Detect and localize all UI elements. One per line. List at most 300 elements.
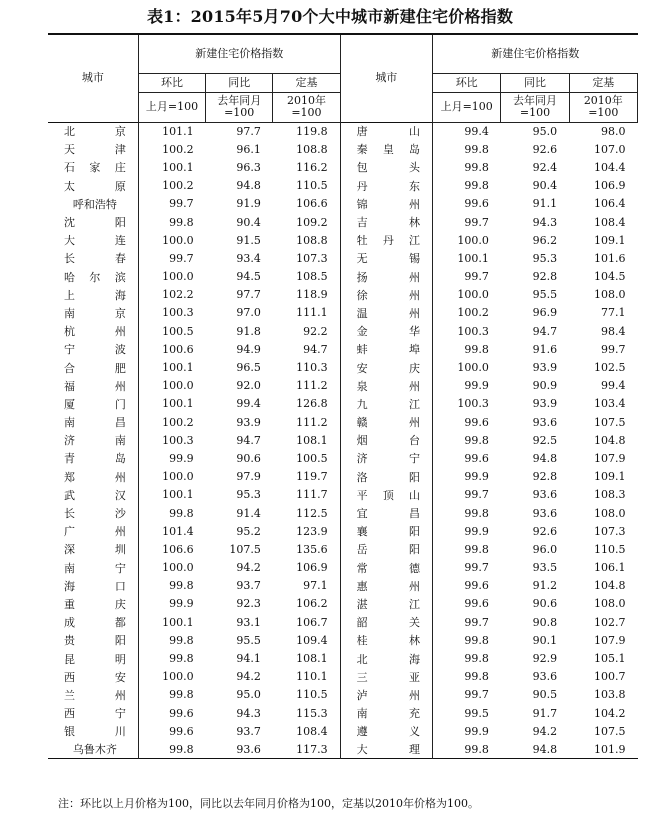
mom-value: 99.7 — [464, 488, 489, 502]
fixed-header: 定基 — [569, 73, 637, 92]
yoy-value: 93.4 — [236, 251, 261, 265]
city-name: 南京 — [48, 304, 138, 322]
yoy-value: 93.1 — [236, 615, 261, 629]
city-name: 平顶山 — [340, 486, 432, 504]
mom-value: 99.8 — [169, 633, 194, 647]
fixed-value: 108.8 — [296, 233, 328, 247]
fixed-value: 119.7 — [296, 470, 328, 484]
yoy-value: 91.5 — [236, 233, 261, 247]
mom-value: 100.2 — [457, 306, 489, 320]
mom-value: 99.7 — [169, 251, 194, 265]
mom-value: 99.7 — [464, 688, 489, 702]
table-row — [48, 486, 638, 504]
table-row — [48, 577, 638, 595]
yoy-value: 93.5 — [532, 561, 558, 575]
city-name: 呼和浩特 — [48, 195, 138, 213]
fixed-value: 117.3 — [296, 742, 328, 756]
fixed-value: 104.8 — [594, 433, 626, 447]
yoy-value: 94.5 — [236, 270, 261, 284]
yoy-base-text: 去年同月=100 — [217, 94, 262, 119]
footnote: 注：环比以上月价格为100，同比以去年同月价格为100，定基以2010年价格为100。 — [58, 797, 479, 810]
fixed-value: 111.2 — [296, 415, 328, 429]
city-header-right: 城市 — [340, 34, 432, 122]
yoy-value: 91.7 — [532, 706, 558, 720]
yoy-value: 92.8 — [532, 270, 558, 284]
table-row — [48, 158, 638, 176]
fixed-value: 110.5 — [594, 542, 626, 556]
city-name: 桂林 — [340, 631, 432, 649]
yoy-value: 94.8 — [236, 179, 261, 193]
fixed-value: 103.8 — [594, 688, 626, 702]
yoy-value: 92.0 — [236, 379, 261, 393]
fixed-value: 110.3 — [296, 361, 328, 375]
yoy-value: 93.6 — [532, 488, 558, 502]
fixed-value: 119.8 — [296, 124, 328, 138]
yoy-value: 94.8 — [532, 451, 558, 465]
city-name: 海口 — [48, 577, 138, 595]
yoy-value: 92.6 — [532, 524, 558, 538]
yoy-value: 91.1 — [532, 197, 558, 211]
city-name: 烟台 — [340, 431, 432, 449]
mom-value: 99.8 — [169, 215, 194, 229]
table-row — [48, 504, 638, 522]
table-row — [48, 431, 638, 449]
mom-value: 100.1 — [162, 488, 194, 502]
fixed-value: 108.0 — [594, 506, 626, 520]
city-name: 成都 — [48, 613, 138, 631]
city-name: 安庆 — [340, 358, 432, 376]
mom-value: 100.1 — [162, 160, 194, 174]
mom-base: 上月=100 — [433, 92, 501, 122]
mom-value: 99.9 — [464, 524, 489, 538]
fixed-value: 107.3 — [296, 251, 328, 265]
mom-value: 101.1 — [162, 124, 194, 138]
table-row — [48, 540, 638, 558]
fixed-base-text: 2010年=100 — [583, 94, 623, 119]
fixed-value: 106.9 — [296, 561, 328, 575]
city-name: 南宁 — [48, 559, 138, 577]
yoy-value: 92.4 — [532, 160, 558, 174]
mom-value: 99.6 — [464, 451, 489, 465]
yoy-value: 96.2 — [532, 233, 558, 247]
yoy-value: 94.7 — [532, 324, 558, 338]
table-row — [48, 413, 638, 431]
fixed-value: 110.5 — [296, 179, 328, 193]
mom-value: 100.0 — [162, 670, 194, 684]
yoy-value: 91.6 — [532, 342, 558, 356]
fixed-value: 111.7 — [296, 488, 328, 502]
yoy-value: 92.3 — [236, 597, 261, 611]
fixed-value: 101.9 — [594, 742, 626, 756]
fixed-value: 108.3 — [594, 488, 626, 502]
yoy-base — [501, 92, 569, 122]
yoy-value: 93.9 — [532, 361, 558, 375]
city-name: 湛江 — [340, 595, 432, 613]
yoy-value: 93.9 — [236, 415, 261, 429]
fixed-value: 94.7 — [303, 342, 328, 356]
mom-value: 99.8 — [464, 433, 489, 447]
yoy-value: 93.7 — [236, 724, 261, 738]
mom-value: 99.8 — [169, 742, 194, 756]
city-name: 牡丹江 — [340, 231, 432, 249]
city-name: 常德 — [340, 559, 432, 577]
mom-value: 99.7 — [169, 197, 194, 211]
fixed-value: 106.9 — [594, 179, 626, 193]
city-name: 泸州 — [340, 686, 432, 704]
mom-value: 100.0 — [162, 270, 194, 284]
fixed-value: 135.6 — [296, 542, 328, 556]
city-name: 惠州 — [340, 577, 432, 595]
mom-value: 99.6 — [464, 579, 489, 593]
fixed-value: 97.1 — [303, 579, 328, 593]
fixed-value: 106.4 — [594, 197, 626, 211]
table-row — [48, 631, 638, 649]
yoy-value: 90.4 — [532, 179, 558, 193]
city-name: 蚌埠 — [340, 340, 432, 358]
table-row — [48, 177, 638, 195]
city-name: 贵阳 — [48, 631, 138, 649]
fixed-value: 100.7 — [594, 670, 626, 684]
mom-value: 99.4 — [464, 124, 489, 138]
fixed-value: 108.1 — [296, 433, 328, 447]
table-row — [48, 304, 638, 322]
fixed-base-text: 2010年=100 — [286, 94, 326, 119]
table-row — [48, 649, 638, 667]
mom-value: 99.8 — [464, 142, 489, 156]
yoy-value: 97.9 — [236, 470, 261, 484]
table-row — [48, 613, 638, 631]
mom-value: 100.0 — [162, 470, 194, 484]
yoy-value: 94.2 — [236, 561, 261, 575]
table-row — [48, 213, 638, 231]
city-name: 深圳 — [48, 540, 138, 558]
city-name: 广州 — [48, 522, 138, 540]
city-name: 西宁 — [48, 704, 138, 722]
city-name: 合肥 — [48, 358, 138, 376]
fixed-value: 92.2 — [303, 324, 328, 338]
yoy-value: 96.3 — [236, 160, 261, 174]
city-name: 厦门 — [48, 395, 138, 413]
mom-value: 99.6 — [169, 724, 194, 738]
fixed-value: 99.7 — [601, 342, 626, 356]
city-name: 济南 — [48, 431, 138, 449]
mom-value: 99.8 — [464, 160, 489, 174]
fixed-value: 104.8 — [594, 579, 626, 593]
fixed-value: 111.1 — [296, 306, 328, 320]
mom-value: 100.1 — [457, 251, 489, 265]
yoy-value: 94.3 — [532, 215, 558, 229]
mom-value: 100.2 — [162, 179, 194, 193]
fixed-value: 106.2 — [296, 597, 328, 611]
fixed-value: 107.3 — [594, 524, 626, 538]
fixed-value: 103.4 — [594, 397, 626, 411]
city-name: 太原 — [48, 177, 138, 195]
yoy-value: 95.0 — [236, 688, 261, 702]
city-name: 西安 — [48, 668, 138, 686]
table-row — [48, 340, 638, 358]
city-name: 乌鲁木齐 — [48, 740, 138, 758]
table-row — [48, 668, 638, 686]
mom-header: 环比 — [433, 73, 501, 92]
table-row — [48, 704, 638, 722]
yoy-base — [206, 92, 273, 122]
yoy-value: 95.2 — [236, 524, 261, 538]
fixed-value: 102.5 — [594, 361, 626, 375]
yoy-header: 同比 — [501, 73, 569, 92]
city-name: 泉州 — [340, 377, 432, 395]
fixed-value: 98.0 — [601, 124, 626, 138]
fixed-value: 109.1 — [594, 470, 626, 484]
yoy-value: 93.6 — [532, 415, 558, 429]
city-name: 长沙 — [48, 504, 138, 522]
mom-base: 上月=100 — [138, 92, 205, 122]
city-name: 包头 — [340, 158, 432, 176]
table-row — [48, 522, 638, 540]
table-row — [48, 195, 638, 213]
yoy-value: 97.0 — [236, 306, 261, 320]
fixed-base — [569, 92, 637, 122]
mom-value: 100.2 — [162, 142, 194, 156]
yoy-value: 94.7 — [236, 433, 261, 447]
yoy-value: 93.6 — [236, 742, 261, 756]
price-index-table — [48, 33, 638, 759]
fixed-value: 107.9 — [594, 451, 626, 465]
mom-value: 100.3 — [457, 397, 489, 411]
city-name: 北海 — [340, 649, 432, 667]
table-row — [48, 358, 638, 376]
table-row — [48, 249, 638, 267]
mom-value: 100.0 — [162, 233, 194, 247]
city-name: 银川 — [48, 722, 138, 740]
city-name: 九江 — [340, 395, 432, 413]
city-name: 锦州 — [340, 195, 432, 213]
group-header-left: 新建住宅价格指数 — [138, 34, 340, 73]
fixed-value: 106.7 — [296, 615, 328, 629]
city-name: 吉林 — [340, 213, 432, 231]
mom-value: 99.8 — [464, 670, 489, 684]
mom-value: 100.1 — [162, 615, 194, 629]
mom-value: 99.6 — [169, 706, 194, 720]
mom-value: 99.9 — [464, 724, 489, 738]
mom-value: 99.9 — [464, 470, 489, 484]
table-row — [48, 686, 638, 704]
fixed-value: 110.1 — [296, 670, 328, 684]
mom-header: 环比 — [138, 73, 205, 92]
yoy-value: 96.9 — [532, 306, 558, 320]
fixed-value: 77.1 — [601, 306, 626, 320]
mom-value: 100.0 — [457, 233, 489, 247]
city-name: 福州 — [48, 377, 138, 395]
city-name: 济宁 — [340, 449, 432, 467]
mom-value: 99.8 — [464, 542, 489, 556]
table-row — [48, 395, 638, 413]
fixed-value: 108.4 — [296, 724, 328, 738]
table-row — [48, 740, 638, 758]
fixed-value: 104.4 — [594, 160, 626, 174]
fixed-value: 111.2 — [296, 379, 328, 393]
fixed-value: 116.2 — [296, 160, 328, 174]
city-name: 哈尔滨 — [48, 268, 138, 286]
city-header-left: 城市 — [48, 34, 138, 122]
yoy-value: 94.9 — [236, 342, 261, 356]
mom-value: 99.5 — [464, 706, 489, 720]
fixed-value: 101.6 — [594, 251, 626, 265]
fixed-value: 108.1 — [296, 652, 328, 666]
fixed-value: 123.9 — [296, 524, 328, 538]
city-name: 天津 — [48, 140, 138, 158]
yoy-value: 91.4 — [236, 506, 261, 520]
mom-value: 99.6 — [464, 415, 489, 429]
fixed-value: 115.3 — [296, 706, 328, 720]
mom-value: 101.4 — [162, 524, 194, 538]
fixed-value: 99.4 — [601, 379, 626, 393]
city-name: 金华 — [340, 322, 432, 340]
city-name: 赣州 — [340, 413, 432, 431]
table-row — [48, 449, 638, 467]
city-name: 宜昌 — [340, 504, 432, 522]
mom-value: 99.9 — [169, 451, 194, 465]
city-name: 遵义 — [340, 722, 432, 740]
fixed-base — [273, 92, 340, 122]
mom-value: 100.0 — [162, 379, 194, 393]
mom-value: 99.8 — [169, 688, 194, 702]
table-row — [48, 559, 638, 577]
mom-value: 99.6 — [464, 597, 489, 611]
city-name: 兰州 — [48, 686, 138, 704]
yoy-value: 90.4 — [236, 215, 261, 229]
mom-value: 99.8 — [464, 179, 489, 193]
yoy-value: 90.9 — [532, 379, 558, 393]
mom-value: 100.1 — [162, 361, 194, 375]
mom-value: 100.1 — [162, 397, 194, 411]
city-name: 沈阳 — [48, 213, 138, 231]
mom-value: 99.8 — [169, 579, 194, 593]
fixed-value: 109.2 — [296, 215, 328, 229]
yoy-value: 96.5 — [236, 361, 261, 375]
mom-value: 99.6 — [464, 197, 489, 211]
yoy-value: 96.1 — [236, 142, 261, 156]
mom-value: 100.0 — [162, 561, 194, 575]
yoy-value: 91.2 — [532, 579, 558, 593]
city-name: 襄阳 — [340, 522, 432, 540]
mom-value: 99.8 — [169, 506, 194, 520]
mom-value: 99.8 — [464, 652, 489, 666]
mom-value: 100.5 — [162, 324, 194, 338]
city-name: 三亚 — [340, 668, 432, 686]
yoy-value: 95.3 — [532, 251, 558, 265]
city-name: 无锡 — [340, 249, 432, 267]
city-name: 秦皇岛 — [340, 140, 432, 158]
yoy-value: 94.2 — [532, 724, 558, 738]
table-row — [48, 377, 638, 395]
fixed-value: 102.7 — [594, 615, 626, 629]
fixed-value: 108.8 — [296, 142, 328, 156]
yoy-value: 95.0 — [532, 124, 558, 138]
table-row — [48, 722, 638, 740]
city-name: 杭州 — [48, 322, 138, 340]
fixed-value: 108.0 — [594, 597, 626, 611]
table-row — [48, 122, 638, 140]
yoy-value: 92.6 — [532, 142, 558, 156]
yoy-value: 90.1 — [532, 633, 558, 647]
mom-value: 100.3 — [162, 433, 194, 447]
fixed-value: 104.2 — [594, 706, 626, 720]
mom-value: 100.2 — [162, 415, 194, 429]
mom-value: 100.0 — [457, 288, 489, 302]
yoy-value: 92.8 — [532, 470, 558, 484]
fixed-value: 107.9 — [594, 633, 626, 647]
yoy-value: 91.8 — [236, 324, 261, 338]
mom-value: 99.8 — [169, 652, 194, 666]
yoy-value: 99.4 — [236, 397, 261, 411]
yoy-value: 90.8 — [532, 615, 558, 629]
city-name: 昆明 — [48, 649, 138, 667]
table-row — [48, 595, 638, 613]
fixed-value: 126.8 — [296, 397, 328, 411]
table-title: 表1：2015年5月70个大中城市新建住宅价格指数 — [146, 7, 514, 26]
mom-value: 99.9 — [169, 597, 194, 611]
mom-value: 99.8 — [464, 742, 489, 756]
mom-value: 99.7 — [464, 615, 489, 629]
mom-value: 100.6 — [162, 342, 194, 356]
city-name: 北京 — [48, 122, 138, 140]
city-name: 上海 — [48, 286, 138, 304]
city-name: 温州 — [340, 304, 432, 322]
fixed-value: 107.5 — [594, 415, 626, 429]
city-name: 大理 — [340, 740, 432, 758]
fixed-value: 109.1 — [594, 233, 626, 247]
yoy-value: 90.6 — [532, 597, 558, 611]
yoy-value: 92.9 — [532, 652, 558, 666]
yoy-value: 95.5 — [532, 288, 558, 302]
fixed-value: 100.5 — [296, 451, 328, 465]
yoy-value: 93.9 — [532, 397, 558, 411]
fixed-value: 118.9 — [296, 288, 328, 302]
city-name: 重庆 — [48, 595, 138, 613]
city-name: 南昌 — [48, 413, 138, 431]
city-name: 郑州 — [48, 468, 138, 486]
yoy-value: 93.6 — [532, 506, 558, 520]
fixed-value: 108.0 — [594, 288, 626, 302]
fixed-value: 106.1 — [594, 561, 626, 575]
city-name: 丹东 — [340, 177, 432, 195]
fixed-value: 107.5 — [594, 724, 626, 738]
mom-value: 102.2 — [162, 288, 194, 302]
city-name: 长春 — [48, 249, 138, 267]
mom-value: 99.8 — [464, 342, 489, 356]
fixed-value: 109.4 — [296, 633, 328, 647]
city-name: 岳阳 — [340, 540, 432, 558]
mom-value: 100.3 — [162, 306, 194, 320]
city-name: 韶关 — [340, 613, 432, 631]
fixed-value: 108.5 — [296, 270, 328, 284]
table-row — [48, 231, 638, 249]
city-name: 扬州 — [340, 268, 432, 286]
fixed-value: 110.5 — [296, 688, 328, 702]
table-row — [48, 322, 638, 340]
mom-value: 99.7 — [464, 561, 489, 575]
mom-value: 99.8 — [464, 506, 489, 520]
table-row — [48, 268, 638, 286]
mom-value: 100.0 — [457, 361, 489, 375]
table-body — [48, 122, 638, 759]
yoy-value: 94.2 — [236, 670, 261, 684]
yoy-header: 同比 — [206, 73, 273, 92]
mom-value: 106.6 — [162, 542, 194, 556]
mom-value: 99.8 — [464, 633, 489, 647]
city-name: 石家庄 — [48, 158, 138, 176]
yoy-value: 91.9 — [236, 197, 261, 211]
